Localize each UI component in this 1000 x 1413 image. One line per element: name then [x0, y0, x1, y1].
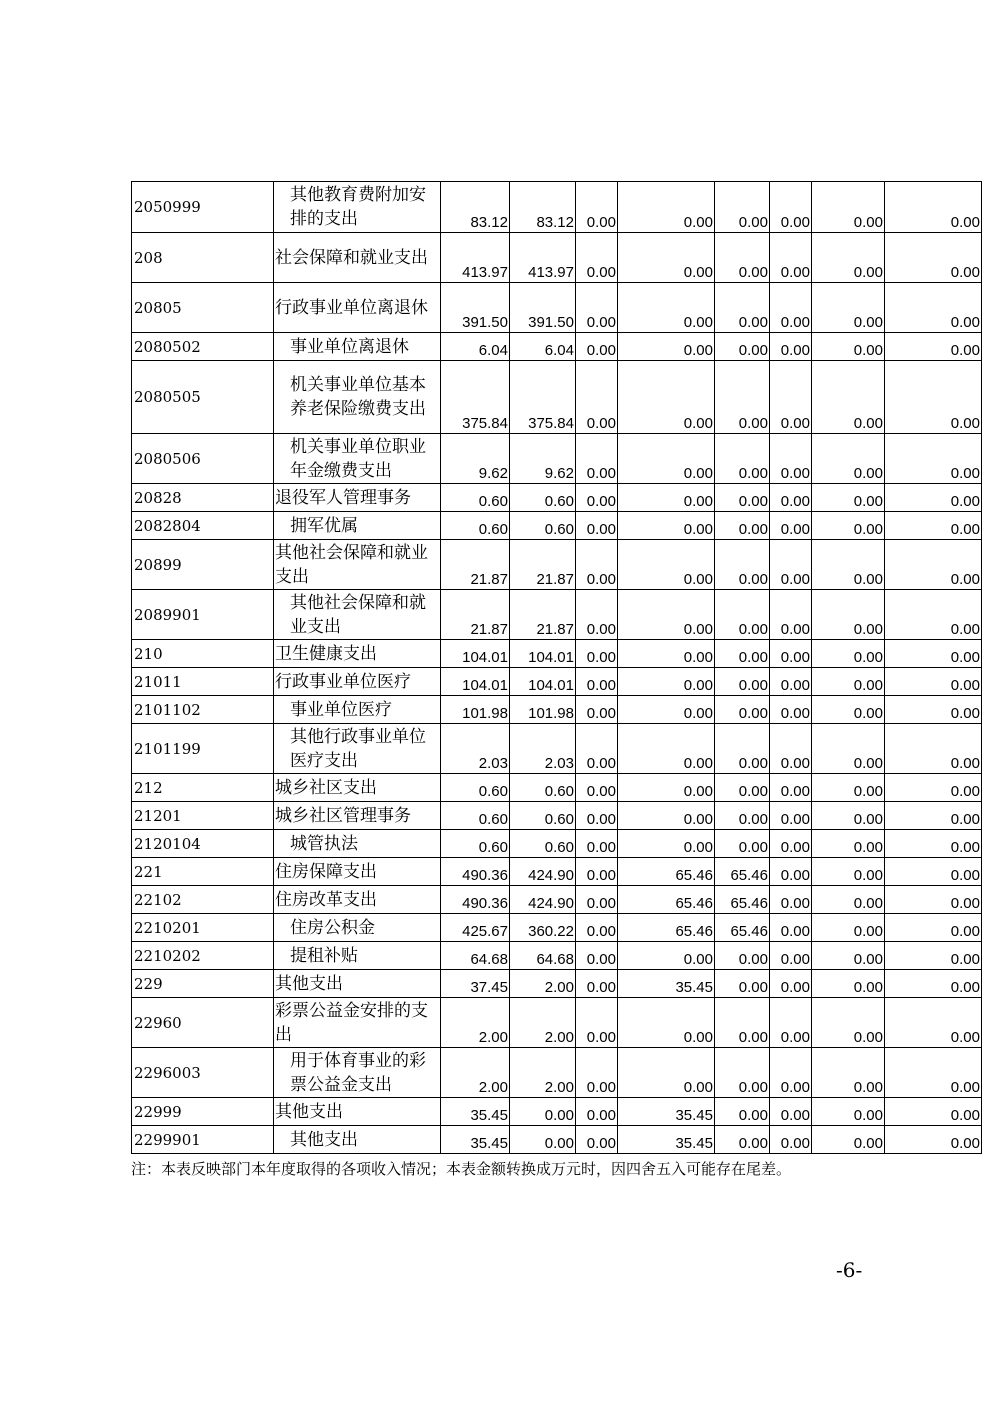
- amount-cell: 0.00: [576, 998, 618, 1048]
- amount-cell: 0.00: [576, 886, 618, 914]
- amount-cell: 65.46: [618, 914, 715, 942]
- amount-cell: 375.84: [510, 361, 576, 434]
- subject-name: 提租补贴: [274, 942, 441, 970]
- table-note: 注：本表反映部门本年度取得的各项收入情况；本表金额转换成万元时，因四舍五入可能存在尾差。: [131, 1160, 792, 1178]
- amount-cell: 0.60: [441, 802, 510, 830]
- amount-cell: 0.00: [770, 540, 812, 590]
- amount-cell: 0.00: [618, 696, 715, 724]
- subject-code: 20828: [132, 484, 274, 512]
- amount-cell: 0.00: [576, 182, 618, 233]
- amount-cell: 0.00: [812, 333, 885, 361]
- amount-cell: 0.00: [885, 1048, 982, 1098]
- amount-cell: 65.46: [618, 886, 715, 914]
- amount-cell: 490.36: [441, 886, 510, 914]
- amount-cell: 0.00: [770, 640, 812, 668]
- amount-cell: 0.00: [576, 333, 618, 361]
- amount-cell: 0.00: [576, 540, 618, 590]
- amount-cell: 0.60: [510, 774, 576, 802]
- table-row: [132, 774, 982, 802]
- amount-cell: 0.00: [576, 1098, 618, 1126]
- amount-cell: 0.00: [715, 774, 770, 802]
- amount-cell: 0.00: [576, 283, 618, 333]
- amount-cell: 6.04: [441, 333, 510, 361]
- amount-cell: 0.00: [770, 484, 812, 512]
- amount-cell: 0.00: [576, 774, 618, 802]
- amount-cell: 424.90: [510, 858, 576, 886]
- amount-cell: 65.46: [618, 858, 715, 886]
- table-row: [132, 942, 982, 970]
- amount-cell: 0.00: [812, 668, 885, 696]
- subject-name: 彩票公益金安排的支出: [274, 998, 441, 1048]
- table-row: [132, 333, 982, 361]
- amount-cell: 0.00: [715, 724, 770, 774]
- amount-cell: 0.00: [885, 233, 982, 283]
- amount-cell: 0.00: [770, 182, 812, 233]
- table-row: [132, 484, 982, 512]
- amount-cell: 0.00: [770, 970, 812, 998]
- amount-cell: 0.00: [715, 1098, 770, 1126]
- amount-cell: 0.00: [812, 1126, 885, 1154]
- amount-cell: 0.00: [885, 914, 982, 942]
- subject-code: 2210201: [132, 914, 274, 942]
- table-row: [132, 540, 982, 590]
- amount-cell: 0.00: [885, 333, 982, 361]
- amount-cell: 425.67: [441, 914, 510, 942]
- amount-cell: 0.00: [770, 858, 812, 886]
- subject-name: 其他支出: [274, 1126, 441, 1154]
- amount-cell: 0.00: [885, 283, 982, 333]
- amount-cell: 64.68: [510, 942, 576, 970]
- amount-cell: 0.00: [715, 970, 770, 998]
- subject-name: 其他支出: [274, 970, 441, 998]
- amount-cell: 0.00: [576, 434, 618, 484]
- amount-cell: 0.00: [618, 484, 715, 512]
- amount-cell: 101.98: [441, 696, 510, 724]
- subject-name: 城乡社区管理事务: [274, 802, 441, 830]
- amount-cell: 9.62: [441, 434, 510, 484]
- amount-cell: 35.45: [618, 1126, 715, 1154]
- amount-cell: 0.00: [576, 1126, 618, 1154]
- subject-name: 用于体育事业的彩票公益金支出: [274, 1048, 441, 1098]
- table-row: [132, 1126, 982, 1154]
- amount-cell: 21.87: [510, 590, 576, 640]
- amount-cell: 0.00: [885, 1126, 982, 1154]
- amount-cell: 0.00: [715, 512, 770, 540]
- amount-cell: 0.00: [812, 540, 885, 590]
- amount-cell: 0.00: [885, 802, 982, 830]
- amount-cell: 83.12: [441, 182, 510, 233]
- amount-cell: 37.45: [441, 970, 510, 998]
- amount-cell: 0.00: [770, 283, 812, 333]
- amount-cell: 0.00: [618, 283, 715, 333]
- amount-cell: 0.00: [812, 998, 885, 1048]
- subject-code: 229: [132, 970, 274, 998]
- amount-cell: 0.60: [441, 830, 510, 858]
- amount-cell: 0.00: [812, 696, 885, 724]
- amount-cell: 0.00: [618, 668, 715, 696]
- amount-cell: 360.22: [510, 914, 576, 942]
- amount-cell: 0.00: [618, 590, 715, 640]
- amount-cell: 2.00: [510, 998, 576, 1048]
- amount-cell: 0.00: [576, 640, 618, 668]
- amount-cell: 0.00: [715, 484, 770, 512]
- amount-cell: 0.00: [715, 802, 770, 830]
- amount-cell: 0.00: [812, 886, 885, 914]
- amount-cell: 0.00: [812, 283, 885, 333]
- amount-cell: 0.00: [812, 914, 885, 942]
- subject-code: 22960: [132, 998, 274, 1048]
- table-row: [132, 970, 982, 998]
- subject-code: 2101199: [132, 724, 274, 774]
- subject-name: 住房改革支出: [274, 886, 441, 914]
- subject-name: 机关事业单位职业年金缴费支出: [274, 434, 441, 484]
- amount-cell: 375.84: [441, 361, 510, 434]
- amount-cell: 0.60: [510, 512, 576, 540]
- amount-cell: 0.00: [812, 590, 885, 640]
- amount-cell: 0.00: [618, 802, 715, 830]
- amount-cell: 0.00: [812, 830, 885, 858]
- amount-cell: 0.00: [618, 830, 715, 858]
- amount-cell: 35.45: [618, 970, 715, 998]
- subject-name: 其他行政事业单位医疗支出: [274, 724, 441, 774]
- amount-cell: 0.00: [812, 858, 885, 886]
- amount-cell: 0.00: [618, 1048, 715, 1098]
- amount-cell: 101.98: [510, 696, 576, 724]
- subject-name: 其他教育费附加安排的支出: [274, 182, 441, 233]
- subject-name: 卫生健康支出: [274, 640, 441, 668]
- amount-cell: 0.60: [510, 802, 576, 830]
- subject-name: 其他社会保障和就业支出: [274, 540, 441, 590]
- amount-cell: 0.00: [770, 512, 812, 540]
- amount-cell: 0.00: [618, 640, 715, 668]
- amount-cell: 0.00: [885, 1098, 982, 1126]
- amount-cell: 391.50: [441, 283, 510, 333]
- amount-cell: 0.00: [885, 774, 982, 802]
- amount-cell: 0.00: [715, 233, 770, 283]
- amount-cell: 0.00: [715, 640, 770, 668]
- subject-code: 22999: [132, 1098, 274, 1126]
- page-number: -6-: [836, 1258, 863, 1282]
- subject-code: 2080505: [132, 361, 274, 434]
- amount-cell: 0.00: [812, 1098, 885, 1126]
- amount-cell: 0.00: [770, 668, 812, 696]
- subject-code: 2050999: [132, 182, 274, 233]
- amount-cell: 0.00: [618, 361, 715, 434]
- subject-name: 行政事业单位医疗: [274, 668, 441, 696]
- amount-cell: 0.00: [618, 998, 715, 1048]
- subject-name: 事业单位离退休: [274, 333, 441, 361]
- amount-cell: 104.01: [441, 640, 510, 668]
- table-row: [132, 512, 982, 540]
- amount-cell: 0.00: [576, 970, 618, 998]
- subject-code: 2101102: [132, 696, 274, 724]
- amount-cell: 0.00: [576, 590, 618, 640]
- income-table: [131, 181, 982, 1154]
- subject-code: 2120104: [132, 830, 274, 858]
- subject-code: 20805: [132, 283, 274, 333]
- amount-cell: 0.00: [770, 361, 812, 434]
- amount-cell: 0.00: [812, 361, 885, 434]
- table-row: [132, 1098, 982, 1126]
- subject-name: 其他社会保障和就业支出: [274, 590, 441, 640]
- amount-cell: 0.00: [576, 942, 618, 970]
- amount-cell: 0.00: [715, 1048, 770, 1098]
- table-row: [132, 640, 982, 668]
- amount-cell: 0.00: [770, 1126, 812, 1154]
- amount-cell: 0.00: [885, 540, 982, 590]
- amount-cell: 0.00: [576, 512, 618, 540]
- amount-cell: 0.00: [770, 774, 812, 802]
- subject-code: 2080502: [132, 333, 274, 361]
- subject-code: 21011: [132, 668, 274, 696]
- amount-cell: 0.00: [885, 858, 982, 886]
- amount-cell: 0.60: [510, 484, 576, 512]
- amount-cell: 0.00: [885, 484, 982, 512]
- amount-cell: 0.00: [770, 914, 812, 942]
- amount-cell: 0.00: [770, 802, 812, 830]
- amount-cell: 0.00: [770, 886, 812, 914]
- table-body: [132, 182, 982, 1154]
- table-row: [132, 914, 982, 942]
- amount-cell: 0.00: [715, 361, 770, 434]
- amount-cell: 64.68: [441, 942, 510, 970]
- subject-code: 2296003: [132, 1048, 274, 1098]
- amount-cell: 0.00: [618, 182, 715, 233]
- subject-code: 20899: [132, 540, 274, 590]
- amount-cell: 0.00: [812, 942, 885, 970]
- table-row: [132, 182, 982, 233]
- amount-cell: 0.00: [510, 1126, 576, 1154]
- subject-code: 210: [132, 640, 274, 668]
- amount-cell: 0.00: [770, 233, 812, 283]
- amount-cell: 0.00: [770, 942, 812, 970]
- table-row: [132, 724, 982, 774]
- table-row: [132, 802, 982, 830]
- subject-code: 2299901: [132, 1126, 274, 1154]
- amount-cell: 0.00: [812, 970, 885, 998]
- table-row: [132, 998, 982, 1048]
- amount-cell: 0.00: [885, 590, 982, 640]
- amount-cell: 35.45: [441, 1098, 510, 1126]
- table-row: [132, 590, 982, 640]
- amount-cell: 490.36: [441, 858, 510, 886]
- amount-cell: 2.03: [510, 724, 576, 774]
- amount-cell: 0.00: [715, 696, 770, 724]
- subject-code: 2080506: [132, 434, 274, 484]
- amount-cell: 0.00: [770, 590, 812, 640]
- amount-cell: 0.00: [715, 434, 770, 484]
- table-row: [132, 668, 982, 696]
- amount-cell: 104.01: [510, 668, 576, 696]
- subject-name: 事业单位医疗: [274, 696, 441, 724]
- amount-cell: 104.01: [510, 640, 576, 668]
- amount-cell: 21.87: [441, 590, 510, 640]
- subject-code: 208: [132, 233, 274, 283]
- amount-cell: 0.00: [715, 333, 770, 361]
- amount-cell: 0.00: [812, 640, 885, 668]
- amount-cell: 0.00: [885, 640, 982, 668]
- amount-cell: 2.00: [510, 970, 576, 998]
- subject-code: 2210202: [132, 942, 274, 970]
- subject-name: 城乡社区支出: [274, 774, 441, 802]
- amount-cell: 0.00: [715, 668, 770, 696]
- amount-cell: 0.00: [715, 182, 770, 233]
- amount-cell: 0.00: [885, 724, 982, 774]
- amount-cell: 0.60: [510, 830, 576, 858]
- amount-cell: 0.00: [618, 774, 715, 802]
- amount-cell: 0.00: [812, 1048, 885, 1098]
- amount-cell: 0.00: [885, 696, 982, 724]
- table-row: [132, 233, 982, 283]
- amount-cell: 0.00: [885, 668, 982, 696]
- table-row: [132, 1048, 982, 1098]
- amount-cell: 104.01: [441, 668, 510, 696]
- amount-cell: 0.00: [715, 590, 770, 640]
- amount-cell: 0.00: [812, 434, 885, 484]
- amount-cell: 0.00: [618, 540, 715, 590]
- table-row: [132, 361, 982, 434]
- amount-cell: 0.00: [715, 540, 770, 590]
- amount-cell: 0.00: [715, 830, 770, 858]
- amount-cell: 0.00: [770, 998, 812, 1048]
- amount-cell: 0.00: [885, 970, 982, 998]
- amount-cell: 0.00: [885, 434, 982, 484]
- amount-cell: 0.00: [812, 724, 885, 774]
- table-row: [132, 434, 982, 484]
- amount-cell: 0.00: [576, 484, 618, 512]
- amount-cell: 2.00: [441, 998, 510, 1048]
- amount-cell: 21.87: [441, 540, 510, 590]
- subject-code: 221: [132, 858, 274, 886]
- amount-cell: 0.00: [576, 724, 618, 774]
- subject-name: 机关事业单位基本养老保险缴费支出: [274, 361, 441, 434]
- table-row: [132, 283, 982, 333]
- subject-code: 21201: [132, 802, 274, 830]
- table-row: [132, 696, 982, 724]
- subject-name: 退役军人管理事务: [274, 484, 441, 512]
- amount-cell: 0.00: [812, 774, 885, 802]
- amount-cell: 0.00: [770, 333, 812, 361]
- amount-cell: 0.00: [576, 668, 618, 696]
- amount-cell: 0.00: [770, 724, 812, 774]
- amount-cell: 0.00: [576, 233, 618, 283]
- amount-cell: 424.90: [510, 886, 576, 914]
- amount-cell: 65.46: [715, 914, 770, 942]
- income-table-wrapper: [131, 181, 981, 1154]
- amount-cell: 0.00: [715, 1126, 770, 1154]
- amount-cell: 0.00: [885, 361, 982, 434]
- subject-name: 其他支出: [274, 1098, 441, 1126]
- subject-name: 行政事业单位离退休: [274, 283, 441, 333]
- amount-cell: 0.00: [885, 998, 982, 1048]
- amount-cell: 0.00: [618, 724, 715, 774]
- amount-cell: 0.00: [576, 802, 618, 830]
- amount-cell: 0.60: [441, 512, 510, 540]
- amount-cell: 0.00: [618, 333, 715, 361]
- subject-code: 22102: [132, 886, 274, 914]
- amount-cell: 0.00: [618, 434, 715, 484]
- amount-cell: 0.00: [618, 233, 715, 283]
- amount-cell: 0.60: [441, 484, 510, 512]
- amount-cell: 0.00: [715, 942, 770, 970]
- amount-cell: 0.00: [885, 512, 982, 540]
- amount-cell: 21.87: [510, 540, 576, 590]
- amount-cell: 0.00: [770, 696, 812, 724]
- amount-cell: 0.00: [885, 886, 982, 914]
- subject-code: 2082804: [132, 512, 274, 540]
- amount-cell: 0.60: [441, 774, 510, 802]
- amount-cell: 0.00: [618, 512, 715, 540]
- amount-cell: 0.00: [812, 182, 885, 233]
- amount-cell: 9.62: [510, 434, 576, 484]
- amount-cell: 0.00: [576, 696, 618, 724]
- amount-cell: 65.46: [715, 858, 770, 886]
- amount-cell: 65.46: [715, 886, 770, 914]
- amount-cell: 35.45: [441, 1126, 510, 1154]
- amount-cell: 0.00: [770, 830, 812, 858]
- amount-cell: 0.00: [812, 484, 885, 512]
- amount-cell: 0.00: [770, 434, 812, 484]
- amount-cell: 0.00: [715, 998, 770, 1048]
- amount-cell: 2.03: [441, 724, 510, 774]
- subject-code: 2089901: [132, 590, 274, 640]
- table-row: [132, 858, 982, 886]
- amount-cell: 0.00: [576, 361, 618, 434]
- amount-cell: 0.00: [510, 1098, 576, 1126]
- amount-cell: 0.00: [812, 233, 885, 283]
- amount-cell: 0.00: [576, 830, 618, 858]
- amount-cell: 0.00: [576, 858, 618, 886]
- subject-name: 住房公积金: [274, 914, 441, 942]
- amount-cell: 2.00: [441, 1048, 510, 1098]
- amount-cell: 391.50: [510, 283, 576, 333]
- amount-cell: 6.04: [510, 333, 576, 361]
- amount-cell: 0.00: [715, 283, 770, 333]
- amount-cell: 413.97: [510, 233, 576, 283]
- amount-cell: 0.00: [618, 942, 715, 970]
- amount-cell: 0.00: [885, 942, 982, 970]
- amount-cell: 2.00: [510, 1048, 576, 1098]
- table-row: [132, 830, 982, 858]
- amount-cell: 35.45: [618, 1098, 715, 1126]
- amount-cell: 0.00: [885, 830, 982, 858]
- subject-name: 社会保障和就业支出: [274, 233, 441, 283]
- amount-cell: 0.00: [576, 914, 618, 942]
- amount-cell: 0.00: [770, 1048, 812, 1098]
- subject-name: 拥军优属: [274, 512, 441, 540]
- amount-cell: 0.00: [812, 512, 885, 540]
- subject-name: 城管执法: [274, 830, 441, 858]
- amount-cell: 413.97: [441, 233, 510, 283]
- amount-cell: 83.12: [510, 182, 576, 233]
- amount-cell: 0.00: [812, 802, 885, 830]
- subject-name: 住房保障支出: [274, 858, 441, 886]
- amount-cell: 0.00: [576, 1048, 618, 1098]
- amount-cell: 0.00: [885, 182, 982, 233]
- subject-code: 212: [132, 774, 274, 802]
- table-row: [132, 886, 982, 914]
- amount-cell: 0.00: [770, 1098, 812, 1126]
